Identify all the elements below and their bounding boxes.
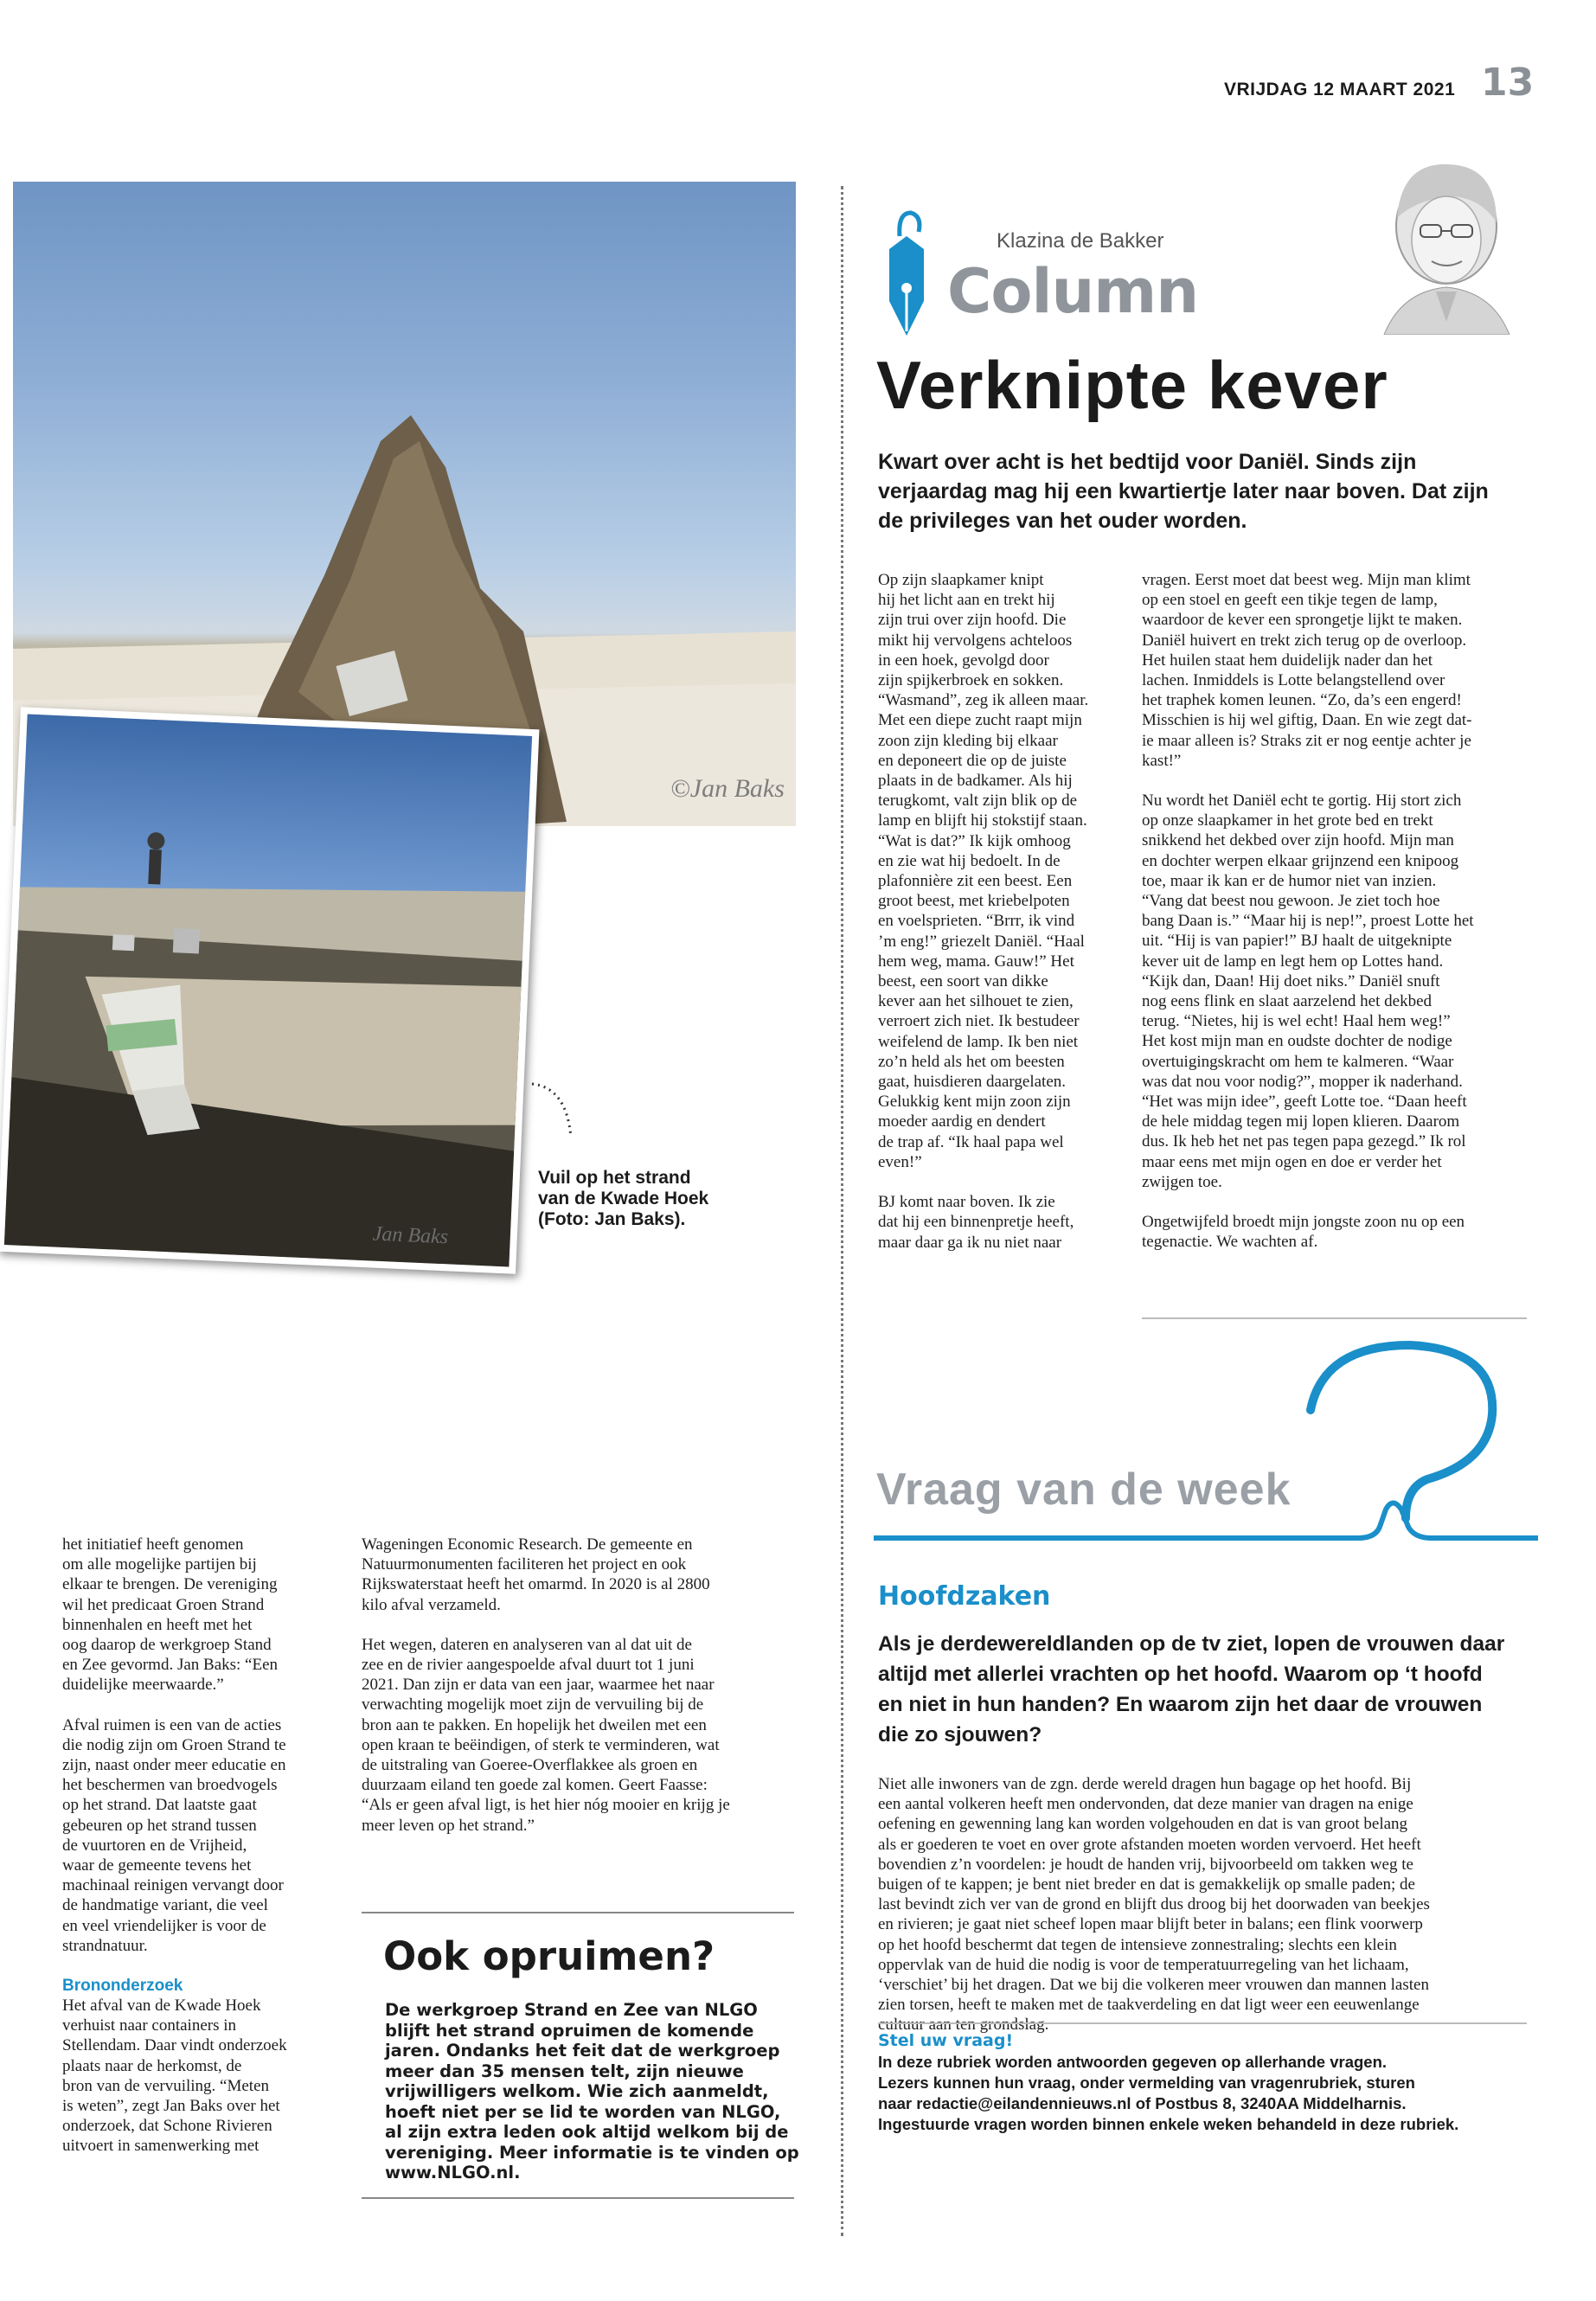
answer-line: last bevindt zich ver van de grond en blijft dus droog bij het doorwaden van beekjes: [878, 1895, 1430, 1914]
answer-line: als er goederen te voet en over grote afstanden moeten worden vervoerd. Het heeft: [878, 1835, 1421, 1854]
portrait-sketch: [1367, 149, 1522, 335]
article-line: het beschermen van broedvogels: [62, 1776, 278, 1795]
page-number: 13: [1481, 61, 1535, 105]
column-line: snikkend het dekbed over zijn hoofd. Mijn man: [1142, 831, 1454, 850]
article-line: die nodig zijn om Groen Strand te: [62, 1735, 286, 1754]
article-col-left: [62, 1535, 339, 2176]
column-line: “Wasmand”, zeg ik alleen maar.: [878, 691, 1089, 710]
article-line: Afval ruimen is een van de acties: [62, 1715, 282, 1734]
question-lead: [878, 1629, 1504, 1750]
column-line: verroert zich niet. Ik bestudeer: [878, 1012, 1080, 1031]
column-line: zwijgen toe.: [1142, 1172, 1222, 1191]
column-line: weifelend de lamp. Ik ben niet: [878, 1032, 1079, 1051]
article-line: en Zee gevormd. Jan Baks: “Een: [62, 1656, 279, 1675]
article-line: open kraan te beëindigen, of sterk te verminderen, wat: [362, 1735, 720, 1754]
box-bottom-rule: [362, 2197, 794, 2199]
column-author: Klazina de Bakker: [997, 229, 1164, 253]
article-paragraph: [362, 1635, 794, 1836]
box-line: vereniging. Meer informatie is te vinden op: [385, 2142, 799, 2163]
column-line: ’m eng!” griezelt Daniël. “Haal: [878, 932, 1085, 951]
column-line: vragen. Eerst moet dat beest weg. Mijn man klimt: [1142, 571, 1471, 589]
box-line: jaren. Ondanks het feit dat de werkgroep: [385, 2041, 780, 2061]
box-text: [385, 2000, 799, 2183]
question-title: Hoofdzaken: [878, 1581, 1051, 1612]
article-line: duurzaam eiland ten goede zal komen. Geert Faasse:: [362, 1776, 708, 1795]
column-line: toe, maar ik kan er de humor niet van inzien.: [1142, 871, 1437, 890]
column-line: maar daar ga ik nu niet naar: [878, 1233, 1062, 1252]
answer-line: ‘verschiet’ bij het dragen. Dat we bij die volkeren meer vrouwen dan mannen lasten: [878, 1976, 1429, 1995]
article-line: de uitstraling van Goeree-Overflakkee als groen en: [362, 1756, 698, 1775]
column-paragraph: [1142, 791, 1548, 1192]
article-col-right: [362, 1535, 794, 1856]
column-line: op een stoel en geeft een tikje tegen de lamp,: [1142, 591, 1438, 610]
column-end-rule: [1142, 1317, 1527, 1319]
answer-line: op het hoofd beschermt dat tegen de intensieve zonnestraling; slechts een klein: [878, 1935, 1397, 1954]
column-line: even!”: [878, 1152, 922, 1171]
column-intro: [878, 447, 1489, 535]
column-line: “Kijk dan, Daan! Hij doet niks.” Daniël snuft: [1142, 971, 1440, 990]
article-line: strandnatuur.: [62, 1936, 148, 1955]
column-line: in een hoek, gevolgd door: [878, 651, 1049, 670]
column-line: tegenactie. We wachten af.: [1142, 1233, 1318, 1252]
column-line: nog eens flink en slaat aarzelend het dekbed: [1142, 992, 1432, 1011]
article-paragraph: [62, 1535, 339, 1695]
article-line: is weten”, zegt Jan Baks over het: [62, 2097, 280, 2116]
answer-line: bovendien z’n voordelen: je houdt de handen vrij, bijvoorbeeld om takken weg te: [878, 1855, 1413, 1874]
column-line: zoon zijn kleding bij elkaar: [878, 731, 1058, 750]
article-line: verhuist naar containers in: [62, 2016, 237, 2035]
column-paragraph: [1142, 1212, 1548, 1252]
column-line: waardoor de kever een sprongetje lijkt te maken.: [1142, 611, 1463, 630]
intro-line: verjaardag mag hij een kwartiertje later naar boven. Dat zijn: [878, 479, 1489, 503]
column-line: Nu wordt het Daniël echt te gortig. Hij stort zich: [1142, 792, 1462, 811]
answer-line: oppervlak van de huid die nodig is voor de temperatuurregeling van het lichaam,: [878, 1955, 1409, 1974]
page-date: VRIJDAG 12 MAART 2021: [1224, 80, 1456, 99]
article-line: verwachting mogelijk moet zijn de vervuiling bij de: [362, 1695, 704, 1715]
article-line: uitvoert in samenwerking met: [62, 2137, 260, 2156]
article-line: gebeuren op het strand tussen: [62, 1816, 257, 1835]
article-line: Natuurmonumenten faciliteren het project en ook: [362, 1555, 687, 1574]
article-paragraph: [62, 1715, 339, 1956]
ask-text: [878, 2052, 1458, 2135]
article-line: Het afval van de Kwade Hoek: [62, 1997, 261, 2016]
ask-line: In deze rubriek worden antwoorden gegeven op allerhande vragen.: [878, 2053, 1388, 2071]
caption-arrow: [528, 1077, 588, 1146]
article-line: duidelijke meerwaarde.”: [62, 1676, 224, 1695]
column-line: maar eens met mijn ogen en doe er verder het: [1142, 1152, 1442, 1171]
collector-scene: [4, 715, 532, 1267]
column-title: Verknipte kever: [876, 347, 1388, 423]
author-portrait: [1367, 149, 1522, 335]
collector-photo: [4, 715, 532, 1267]
article-line: machinaal reinigen vervangt door: [62, 1876, 284, 1895]
article-line: op het strand. Dat laatste gaat: [62, 1796, 257, 1815]
column-line: “Vang dat beest nou gewoon. Je ziet toch hoe: [1142, 892, 1440, 911]
box-top-rule: [362, 1912, 794, 1913]
column-paragraph: [1142, 570, 1548, 771]
article-line: Rijkswaterstaat heeft het omarmd. In 2020 is al 2800: [362, 1575, 710, 1594]
box-line: vrijwilligers welkom. Wie zich aanmeldt,: [385, 2081, 769, 2101]
column-line: en zie wat hij bedoelt. In de: [878, 851, 1061, 870]
column-line: Gelukkig kent mijn zoon zijn: [878, 1093, 1071, 1112]
answer-line: een aantal volkeren heeft men ondervonden, dat deze manier van dragen na enige: [878, 1795, 1413, 1814]
article-line: om alle mogelijke partijen bij: [62, 1555, 257, 1574]
column-line: hij het licht aan en trekt hij: [878, 591, 1055, 610]
fountain-pen-icon: [881, 206, 933, 340]
column-line: kever uit de lamp en legt hem op Lottes hand.: [1142, 952, 1444, 971]
box-title: Ook opruimen?: [383, 1933, 715, 1979]
box-line: www.NLGO.nl.: [385, 2163, 521, 2182]
column-line: “Wat is dat?” Ik kijk omhoog: [878, 831, 1071, 850]
column-line: Het huilen staat hem duidelijk nader dan het: [1142, 651, 1433, 670]
column-line: dat hij een binnenpretje heeft,: [878, 1213, 1074, 1232]
article-line: Het wegen, dateren en analyseren van al dat uit de: [362, 1635, 692, 1654]
column-line: terug. “Nietes, hij is wel echt! Haal hem weg!”: [1142, 1012, 1451, 1031]
column-divider: [841, 186, 843, 2236]
article-line: onderzoek, dat Schone Rivieren: [62, 2117, 272, 2136]
article-line: de handmatige variant, die veel: [62, 1896, 268, 1915]
column-line: dus. Ik heb het net pas tegen papa gezegd.” Ik rol: [1142, 1132, 1466, 1151]
column-line: Het kost mijn man en oudste dochter de nodige: [1142, 1032, 1452, 1051]
box-line: De werkgroep Strand en Zee van NLGO: [385, 2000, 758, 2020]
article-line: de vuurtoren en de Vrijheid,: [62, 1836, 247, 1855]
column-line: terugkomt, valt zijn blik op de: [878, 792, 1078, 811]
caption-line: van de Kwade Hoek: [538, 1189, 709, 1208]
article-line: bron van de vervuiling. “Meten: [62, 2076, 270, 2095]
answer-line: oefening en gewenning lang kan worden volgehouden en dat is van groot belang: [878, 1815, 1408, 1834]
article-line: zee en de rivier aangespoelde afval duurt tot 1 juni: [362, 1656, 695, 1675]
answer-end-rule: [878, 2022, 1527, 2024]
box-line: hoeft niet per se lid te worden van NLGO,: [385, 2101, 781, 2122]
column-line: de trap af. “Ik haal papa wel: [878, 1132, 1064, 1151]
answer-line: buigen of te kappen; je bent niet breder en dat is gemakkelijk op smalle paden; de: [878, 1875, 1415, 1894]
article-line: kilo afval verzameld.: [362, 1595, 501, 1614]
question-answer: [878, 1774, 1535, 2035]
column-line: gaat, huisdieren daargelaten.: [878, 1073, 1066, 1092]
column-line: ie maar alleen is? Straks zit er nog eentje achter je: [1142, 731, 1471, 750]
caption-line: Vuil op het strand: [538, 1168, 691, 1188]
question-section-title: Vraag van de week: [876, 1465, 1292, 1515]
article-line: Stellendam. Daar vindt onderzoek: [62, 2036, 287, 2055]
caption-line: (Foto: Jan Baks).: [538, 1209, 686, 1229]
column-line: Met een diepe zucht raapt mijn: [878, 711, 1082, 730]
intro-line: de privileges van het ouder worden.: [878, 509, 1247, 533]
column-line: “Het was mijn idee”, geeft Lotte toe. “Daan heeft: [1142, 1093, 1467, 1112]
column-line: lamp en blijft hij stokstijf staan.: [878, 811, 1087, 830]
lead-line: Als je derdewereldlanden op de tv ziet, lopen de vrouwen daar: [878, 1632, 1505, 1656]
article-subhead: Brononderzoek: [62, 1977, 183, 1996]
box-line: blijft het strand opruimen de komende: [385, 2020, 754, 2041]
column-line: kast!”: [1142, 751, 1182, 770]
column-line: de hele middag tegen mij lopen klieren. Daarom: [1142, 1112, 1460, 1131]
article-line: wil het predicaat Groen Strand: [62, 1595, 265, 1614]
article-line: Wageningen Economic Research. De gemeente en: [362, 1535, 693, 1554]
lead-line: die zo sjouwen?: [878, 1723, 1042, 1747]
column-line: beest, een soort van dikke: [878, 972, 1048, 991]
column-line: Misschien is hij wel giftig, Daan. En wie zegt dat-: [1142, 711, 1472, 730]
column-line: en deponeert die op de juiste: [878, 751, 1067, 770]
column-line: lachen. Inmiddels is Lotte belangstellend over: [1142, 671, 1445, 690]
column-line: hem weg, mama. Gauw!” Het: [878, 952, 1074, 971]
column-line: BJ komt naar boven. Ik zie: [878, 1193, 1055, 1212]
column-line: plafonnière zit een beest. Een: [878, 872, 1073, 891]
collector-photo-frame: [0, 707, 539, 1274]
article-paragraph: [362, 1535, 794, 1615]
column-line: Op zijn slaapkamer knipt: [878, 571, 1044, 589]
column-line: op onze slaapkamer in het grote bed en trekt: [1142, 811, 1433, 830]
article-line: elkaar te brengen. De vereniging: [62, 1575, 278, 1594]
column-line: zijn spijkerbroek en sokken.: [878, 671, 1064, 690]
lead-line: altijd met allerlei vrachten op het hoofd. Waarom op ‘t hoofd: [878, 1663, 1483, 1686]
article-line: het initiatief heeft genomen: [62, 1535, 244, 1554]
column-line: was dat nou voor nodig?”, mopper ik naderhand.: [1142, 1072, 1463, 1091]
article-line: “Als er geen afval ligt, is het hier nóg mooier en krijg je: [362, 1796, 730, 1815]
article-line: oog daarop de werkgroep Stand: [62, 1636, 272, 1655]
lead-line: en niet in hun handen? En waarom zijn het daar de vrouwen: [878, 1693, 1483, 1716]
inset-watermark: Jan Baks: [372, 1222, 449, 1249]
column-line: het traphek komen leunen. “Zo, da’s een engerd!: [1142, 691, 1462, 710]
ask-line: naar redactie@eilandennieuws.nl of Postbus 8, 3240AA Middelharnis.: [878, 2094, 1407, 2112]
ask-title: Stel uw vraag!: [878, 2031, 1014, 2050]
column-line: Daniël huivert en trekt zich terug op de overloop.: [1142, 631, 1467, 650]
answer-line: Niet alle inwoners van de zgn. derde wereld dragen hun bagage op het hoofd. Bij: [878, 1775, 1412, 1793]
box-line: al zijn extra leden ook altijd welkom bij de: [385, 2122, 789, 2142]
article-line: en veel vriendelijker is voor de: [62, 1916, 266, 1935]
column-line: bang Daan is.” “Maar hij is nep!”, proest Lotte het: [1142, 912, 1474, 931]
column-paragraph: [878, 1192, 1129, 1253]
ask-line: Lezers kunnen hun vraag, onder vermelding van vragenrubriek, sturen: [878, 2073, 1415, 2092]
article-line: zijn, naast onder meer educatie en: [62, 1756, 286, 1775]
intro-line: Kwart over acht is het bedtijd voor Daniël. Sinds zijn: [878, 450, 1417, 474]
article-line: meer leven op het strand.”: [362, 1816, 535, 1835]
column-line: en dochter werpen elkaar grijnzend een knipoog: [1142, 851, 1459, 870]
column-line: kever aan het silhouet te zien,: [878, 992, 1074, 1011]
column-line: zijn trui over zijn hoofd. Die: [878, 611, 1067, 630]
article-paragraph: [62, 1996, 339, 2157]
box-line: meer dan 35 mensen telt, zijn nieuwe: [385, 2061, 744, 2081]
column-line: groot beest, met kriebelpoten: [878, 892, 1070, 911]
ask-line: Ingestuurde vragen worden binnen enkele weken behandeld in deze rubriek.: [878, 2115, 1459, 2133]
column-line: zo’n held als het om beesten: [878, 1052, 1065, 1071]
photo-caption: [538, 1168, 708, 1230]
column-line: uit. “Hij is van papier!” BJ haalt de uitgeknipte: [1142, 932, 1452, 951]
column-paragraph: [878, 570, 1129, 1172]
column-label: Column: [947, 256, 1199, 327]
column-line: Ongetwijfeld broedt mijn jongste zoon nu op een: [1142, 1213, 1465, 1232]
column-line: en voelsprieten. “Brrr, ik vind: [878, 912, 1075, 931]
column-line: mikt hij vervolgens achteloos: [878, 631, 1073, 650]
article-line: binnenhalen en heeft met het: [62, 1615, 253, 1634]
question-mark-icon: [874, 1332, 1540, 1548]
column-body-right: [1142, 570, 1548, 1272]
column-line: overtuigingskracht om hem te kalmeren. “Waar: [1142, 1052, 1454, 1071]
article-line: bron aan te pakken. En hopelijk het dweilen met een: [362, 1715, 707, 1734]
answer-line: zien torsen, heeft te maken met de taakverdeling en dat ligt weer een eeuwenlange: [878, 1996, 1420, 2015]
article-line: waar de gemeente tevens het: [62, 1856, 252, 1875]
column-line: moeder aardig en dendert: [878, 1112, 1046, 1131]
answer-line: cultuur aan ten grondslag.: [878, 2016, 1049, 2035]
article-line: plaats naar de herkomst, de: [62, 2056, 242, 2075]
article-line: 2021. Dan zijn er data van een jaar, waarmee het naar: [362, 1676, 715, 1695]
column-line: plaats in de badkamer. Als hij: [878, 772, 1073, 791]
column-body-left: [878, 570, 1129, 1272]
answer-line: en rivieren; je gaat niet scheef lopen maar blijft beter in balans; een flink voorwerp: [878, 1915, 1423, 1934]
photo-watermark: ©Jan Baks: [670, 774, 785, 803]
